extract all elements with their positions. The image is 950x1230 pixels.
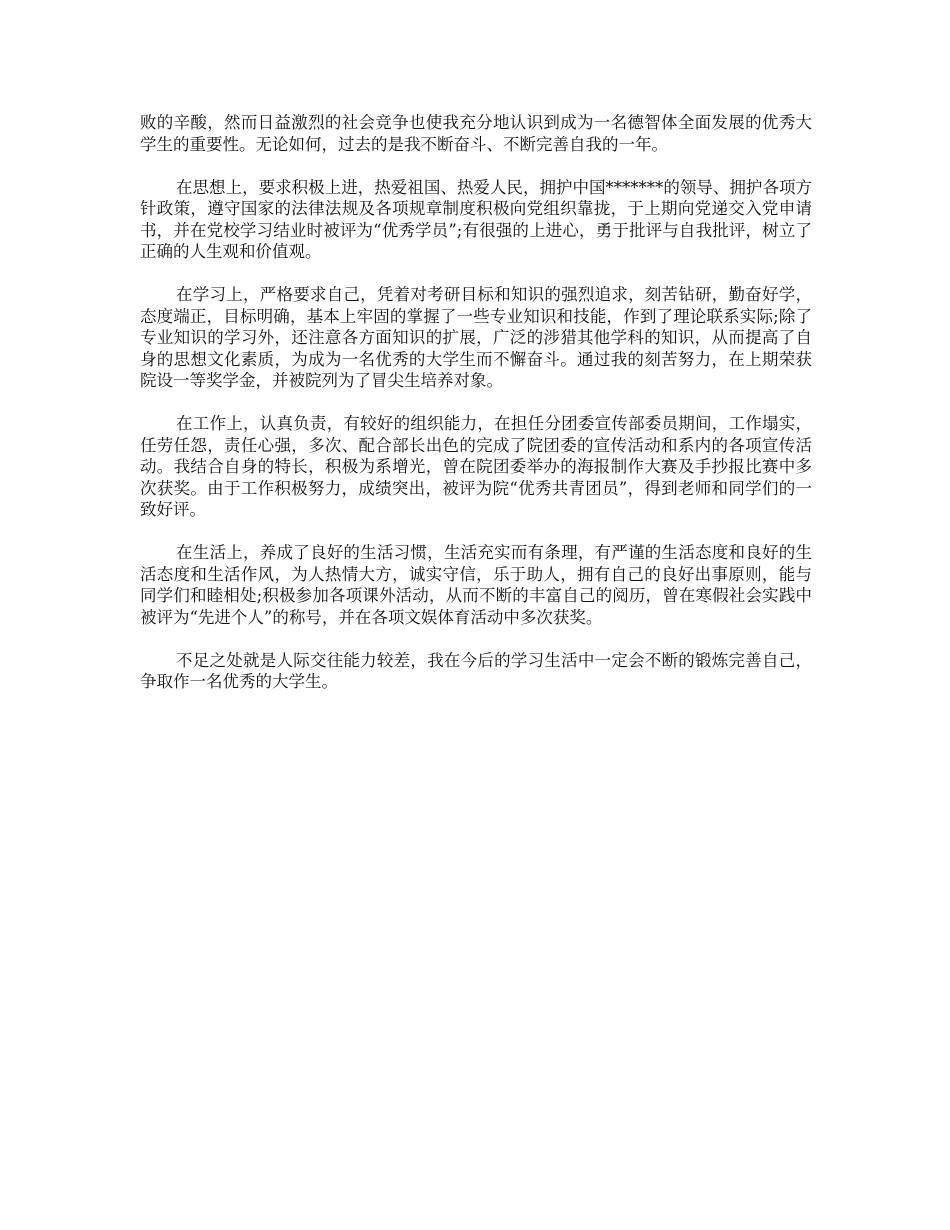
paragraph-study: 在学习上，严格要求自己，凭着对考研目标和知识的强烈追求，刻苦钻研，勤奋好学，态度端正，目标明确，基本上牢固的掌握了一些专业知识和技能，作到了理论联系实际;除了专业知识的学习外，还注意各方面知识的扩展，广泛的涉猎其他学科的知识，从而提高了自身的思想文化素质，为成为一名优秀的大学生而不懈奋斗。通过我的刻苦努力，在上期荣获院设一等奖学金，并被院列为了冒尖生培养对象。 (140, 285, 812, 390)
paragraph-ideology: 在思想上，要求积极上进，热爱祖国、热爱人民，拥护中国*******的领导、拥护各项方针政策，遵守国家的法律法规及各项规章制度积极向党组织靠拢，于上期向党递交入党申请书，并在党校学习结业时被评为“优秀学员”;有很强的上进心，勇于批评与自我批评，树立了正确的人生观和价值观。 (140, 177, 812, 261)
paragraph-work: 在工作上，认真负责，有较好的组织能力，在担任分团委宣传部委员期间，工作塌实，任劳任怨，责任心强，多次、配合部长出色的完成了院团委的宣传活动和系内的各项宣传活动。我结合自身的特长，积极为系增光，曾在院团委举办的海报制作大赛及手抄报比赛中多次获奖。由于工作积极努力，成绩突出，被评为院“优秀共青团员”，得到老师和同学们的一致好评。 (140, 414, 812, 519)
paragraph-continued: 败的辛酸，然而日益激烈的社会竞争也使我充分地认识到成为一名德智体全面发展的优秀大学生的重要性。无论如何，过去的是我不断奋斗、不断完善自我的一年。 (140, 113, 812, 154)
document-body (140, 112, 812, 714)
paragraph-life: 在生活上，养成了良好的生活习惯，生活充实而有条理，有严谨的生活态度和良好的生活态度和生活作风，为人热情大方，诚实守信，乐于助人，拥有自己的良好出事原则，能与同学们和睦相处;积极参加各项课外活动，从而不断的丰富自己的阅历，曾在寒假社会实践中被评为“先进个人”的称号，并在各项文娱体育活动中多次获奖。 (140, 543, 812, 627)
paragraph-shortcomings: 不足之处就是人际交往能力较差，我在今后的学习生活中一定会不断的锻炼完善自己，争取作一名优秀的大学生。 (140, 650, 812, 691)
